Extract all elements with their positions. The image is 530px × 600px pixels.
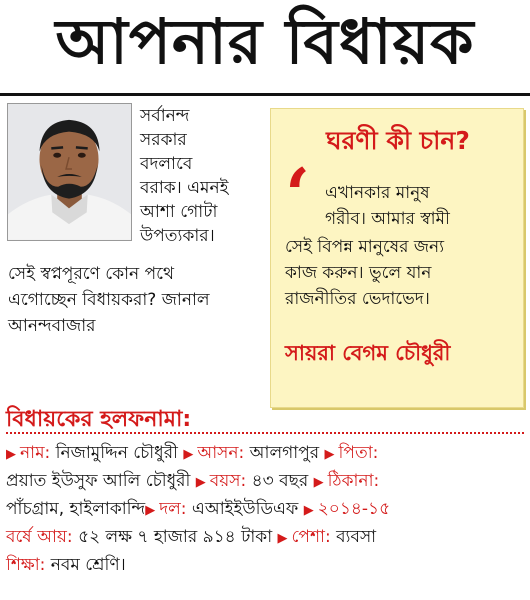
father-value: প্রয়াত ইউসুফ আলি চৌধুরী [6,471,191,491]
quote-text-line: সেই বিপন্ন মানুষের জন্য [285,237,445,257]
year-label: ২০১৪-১৫ [317,499,391,519]
intro-text-line: উপত্যকার। [140,226,215,246]
quote-text-line: এখানকার মানুষ [325,183,430,203]
education-value: নবম শ্রেণি। [50,555,126,575]
income-label: বর্ষে আয়: [6,527,73,547]
bullet-triangle-icon: ▶ [6,447,16,462]
occupation-label: পেশা: [291,527,331,547]
quote-text-line: গরীব। আমার স্বামী [325,209,450,229]
intro-text-line: সেই স্বপ্নপূরণে কোন পথে [8,264,174,284]
income-value: ৫২ লক্ষ ৭ হাজার ৯১৪ টাকা [78,527,273,547]
quote-text-line: রাজনীতির ভেদাভেদ। [285,289,430,309]
bullet-triangle-icon: ▶ [145,503,156,518]
bullet-triangle-icon: ▶ [195,475,206,490]
bullet-triangle-icon: ▶ [313,475,324,490]
quote-title: ঘরণী কী চান? [326,126,470,155]
affidavit-line [6,440,378,468]
address-value: পাঁচগ্রাম, হাইলাকান্দি [6,499,146,519]
address-label: ঠিকানা: [327,471,380,491]
age-value: ৪৩ বছর [251,471,309,491]
intro-text-line: সরকার [140,130,187,150]
name-value: নিজামুদ্দিন চৌধুরী [55,443,178,463]
intro-text-line: বদলাবে [140,154,193,174]
affidavit-line [6,496,390,524]
portrait-photo [7,103,132,241]
affidavit-line [6,552,126,578]
quote-mark-icon: ‘ [285,152,311,237]
dotted-divider [6,432,524,434]
occupation-value: ব্যবসা [336,527,377,547]
intro-text-line: আশা গোটা [140,202,218,222]
intro-text-line: এগোচ্ছেন বিধায়করা? জানাল [8,290,210,310]
bullet-triangle-icon: ▶ [303,503,314,518]
party-label: দল: [159,499,187,519]
quote-text-line: কাজ করুন। ভুলে যান [285,263,432,283]
affidavit-line [6,468,379,496]
father-label: পিতা: [338,443,379,463]
intro-text-line: সর্বানন্দ [140,106,190,126]
intro-text-line: বরাক। এমনই [140,178,229,198]
education-label: শিক্ষা: [6,555,46,575]
spouse-quote-box [270,108,524,408]
bullet-triangle-icon: ▶ [183,447,194,462]
bullet-triangle-icon: ▶ [277,531,288,546]
quote-author: সায়রা বেগম চৌধুরী [285,341,451,365]
page-headline: আপনার বিধায়ক [0,0,530,96]
name-label: নাম: [20,443,51,463]
affidavit-heading: বিধায়কের হলফনামা: [6,407,192,432]
bullet-triangle-icon: ▶ [324,447,335,462]
portrait-icon [8,104,131,240]
seat-label: আসন: [197,443,245,463]
party-value: এআইইউডিএফ [191,499,299,519]
affidavit-line [6,524,376,552]
seat-value: আলগাপুর [249,443,320,463]
age-label: বয়স: [209,471,247,491]
intro-text-line: আনন্দবাজার [8,316,96,336]
